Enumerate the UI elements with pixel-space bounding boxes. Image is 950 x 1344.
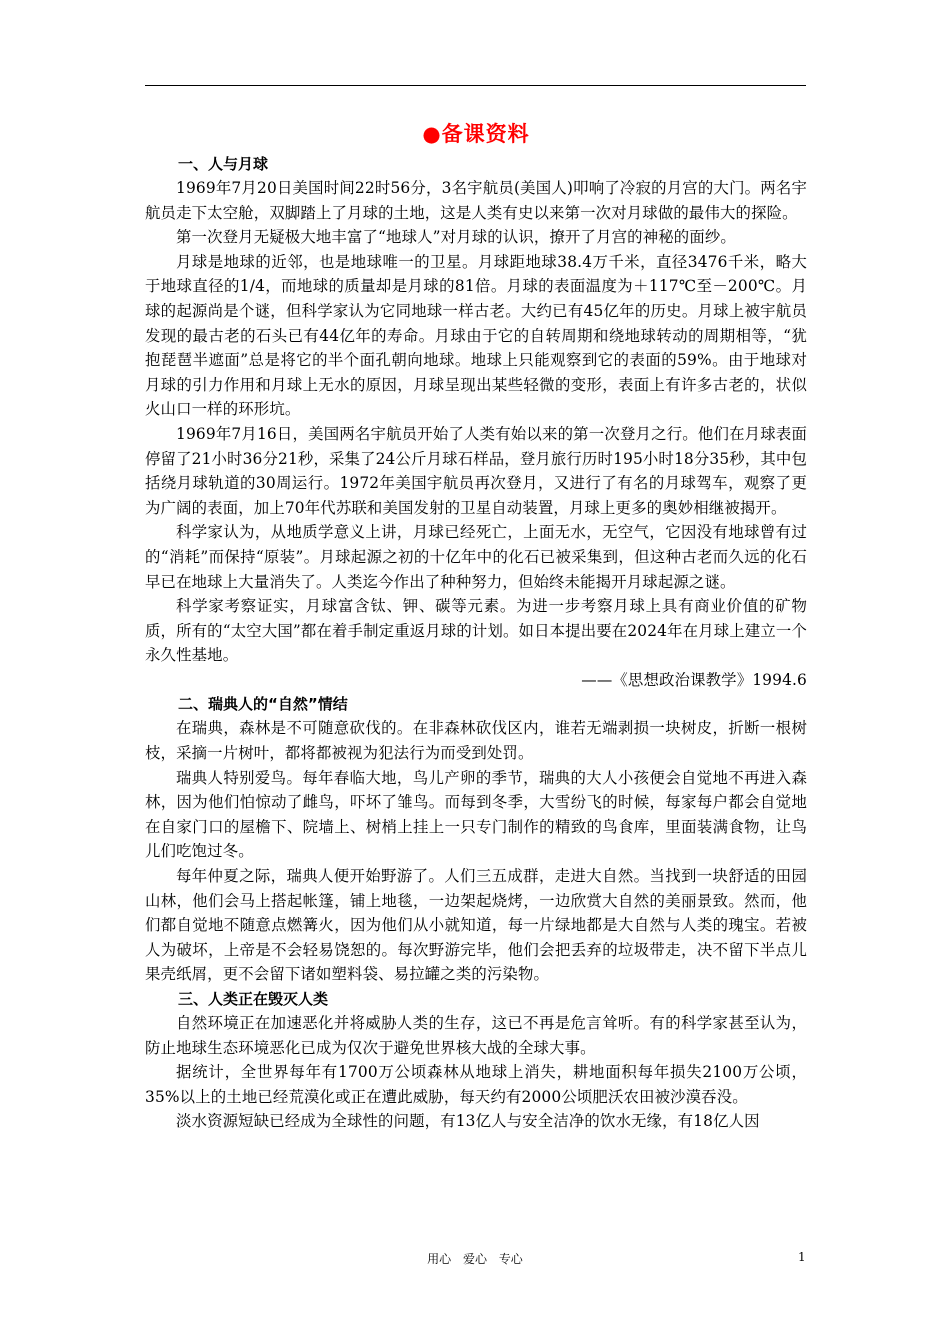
paragraph: 1969年7月16日，美国两名宇航员开始了人类有始以来的第一次登月之行。他们在月球表面停留了21小时36分21秒，采集了24公斤月球石样品，登月旅行历时195小时18分35秒，其中包括绕月球轨道的30周运行。1972年美国宇航员再次登月，又进行了有名的月球驾车，观察了更为广阔的表面，加上70年代苏联和美国发射的卫星自动装置，月球上更多的奥妙相继被揭开。 <box>145 424 807 517</box>
paragraph: 科学家考察证实，月球富含钛、钾、碳等元素。为进一步考察月球上具有商业价值的矿物质，所有的“太空大国”都在着手制定重返月球的计划。如日本提出要在2024年在月球上建立一个永久性基地。 <box>145 597 807 665</box>
paragraph: 在瑞典，森林是不可随意砍伐的。在非森林砍伐区内，谁若无端剥损一块树皮，折断一根树枝，采摘一片树叶，都将都被视为犯法行为而受到处罚。 <box>145 719 807 763</box>
paragraph: 科学家认为，从地质学意义上讲，月球已经死亡，上面无水，无空气，它因没有地球曾有过的“消耗”而保持“原装”。月球起源之初的十亿年中的化石已被采集到，但这种古老而久远的化石早已在地球上大量消失了。人类迄今作出了种种努力，但始终未能揭开月球起源之谜。 <box>145 523 807 591</box>
section-heading: 三、人类正在毁灭人类 <box>178 990 329 1008</box>
document-body <box>145 116 807 1134</box>
title-text: 备课资料 <box>441 122 530 146</box>
section-heading: 一、人与月球 <box>178 155 269 173</box>
paragraph: 第一次登月无疑极大地丰富了“地球人”对月球的认识，撩开了月宫的神秘的面纱。 <box>176 228 736 247</box>
section-sweden <box>145 692 807 987</box>
header-rule <box>145 85 806 86</box>
paragraph: 据统计，全世界每年有1700万公顷森林从地球上消失，耕地面积每年损失2100万公顷，35%以上的土地已经荒漠化或正在遭此威胁，每天约有2000公顷肥沃农田被沙漠吞没。 <box>145 1063 807 1106</box>
paragraph: 瑞典人特别爱鸟。每年春临大地，鸟儿产卵的季节，瑞典的大人小孩便会自觉地不再进入森林，因为他们怕惊动了雌鸟，吓坏了雏鸟。而每到冬季，大雪纷飞的时候，每家每户都会自觉地在自家门口的屋檐下、院墙上、树梢上挂上一只专门制作的精致的鸟食库，里面装满食物，让鸟儿们吃饱过冬。 <box>145 768 807 861</box>
paragraph: 淡水资源短缺已经成为全球性的问题，有13亿人与安全洁净的饮水无缘，有18亿人因 <box>176 1112 760 1131</box>
paragraph: 1969年7月20日美国时间22时56分，3名宇航员(美国人)叩响了冷寂的月宫的大门。两名宇航员走下太空舱，双脚踏上了月球的土地，这是人类有史以来第一次对月球做的最伟大的探险。 <box>145 179 807 222</box>
source-citation: ——《思想政治课教学》1994.6 <box>581 670 807 689</box>
section-environment <box>145 987 807 1134</box>
footer-motto: 用心 爱心 专心 <box>427 1252 523 1266</box>
section-heading: 二、瑞典人的“自然”情结 <box>178 695 348 714</box>
paragraph: 每年仲夏之际，瑞典人便开始野游了。人们三五成群，走进大自然。当找到一块舒适的田园山林，他们会马上搭起帐篷，铺上地毯，一边架起烧烤，一边欣赏大自然的美丽景致。然而，他们都自觉地不随意点燃篝火，因为他们从小就知道，每一片绿地都是大自然与人类的瑰宝。若被人为破坏，上帝是不会轻易饶恕的。每次野游完毕，他们会把丢弃的垃圾带走，决不留下半点儿果壳纸屑，更不会留下诸如塑料袋、易拉罐之类的污染物。 <box>145 867 807 984</box>
paragraph: 自然环境正在加速恶化并将威胁人类的生存，这已不再是危言耸听。有的科学家甚至认为，防止地球生态环境恶化已成为仅次于避免世界核大战的全球大事。 <box>145 1014 807 1057</box>
page-number: 1 <box>798 1250 806 1264</box>
red-bullet-icon: ● <box>422 122 442 146</box>
section-moon <box>145 152 807 692</box>
page-title <box>145 116 807 152</box>
paragraph: 月球是地球的近邻，也是地球唯一的卫星。月球距地球38.4万千米，直径3476千米，略大于地球直径的1/4，而地球的质量却是月球的81倍。月球的表面温度为＋117℃至－200℃。月球的起源尚是个谜，但科学家认为它同地球一样古老。大约已有45亿年的历史。月球上被宇航员发现的最古老的石头已有44亿年的寿命。月球由于它的自转周期和绕地球转动的周期相等，“犹抱琵琶半遮面”总是将它的半个面孔朝向地球。地球上只能观察到它的表面的59%。由于地球对月球的引力作用和月球上无水的原因，月球呈现出某些轻微的变形，表面上有许多古老的，状似火山口一样的环形坑。 <box>145 252 807 419</box>
